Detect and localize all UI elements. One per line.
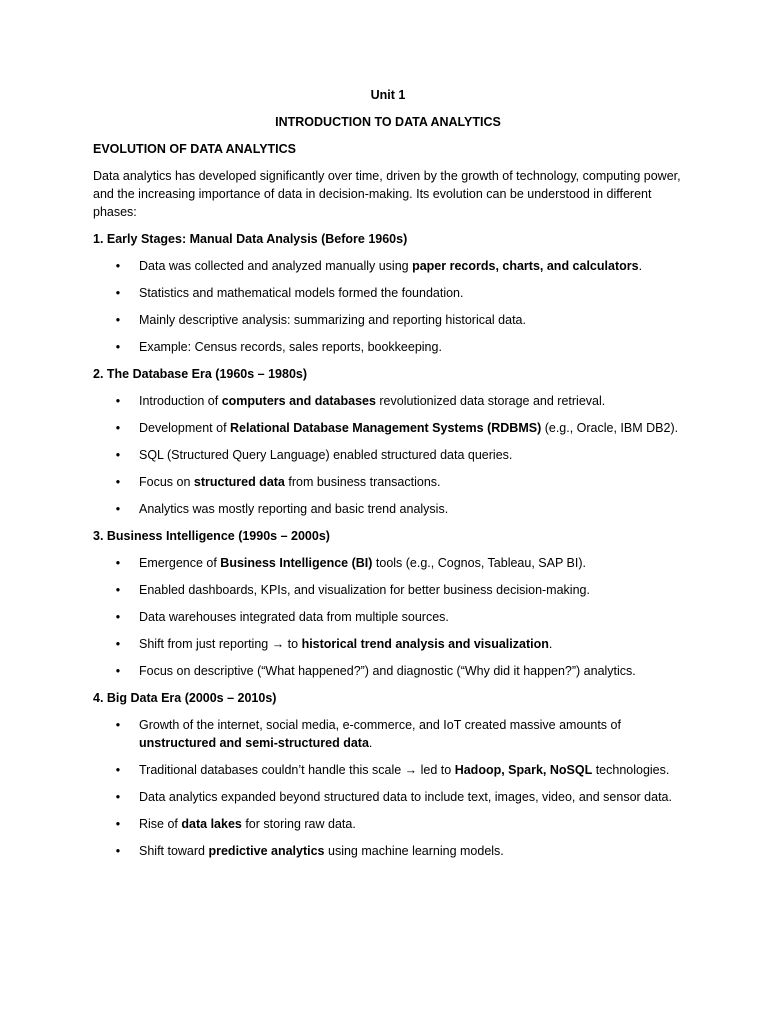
text-run: Focus on [139, 475, 194, 489]
text-run: (e.g., Oracle, IBM DB2). [541, 421, 679, 435]
bold-text: data lakes [181, 817, 242, 831]
bold-text: Relational Database Management Systems (RDBMS) [230, 421, 542, 435]
list-item [93, 788, 683, 806]
bullet-dot-icon: • [115, 610, 121, 624]
list-item-text [139, 763, 669, 777]
list-item [93, 842, 683, 860]
text-run: . [368, 736, 373, 750]
text-run: from business transactions. [284, 475, 441, 489]
bullet-dot-icon: • [115, 664, 121, 678]
bullet-dot-icon: • [115, 286, 121, 300]
text-run: Growth of the internet, social media, e-commerce, and IoT created massive amounts of [139, 718, 621, 732]
list-item-text [139, 790, 672, 804]
text-run: for storing raw data. [241, 817, 356, 831]
list-item-text [139, 583, 590, 597]
bullet-dot-icon: • [115, 583, 121, 597]
list-item-text [139, 502, 448, 516]
bullet-dot-icon: • [115, 790, 121, 804]
phase-heading: 4. Big Data Era (2000s – 2010s) [93, 691, 277, 705]
text-run: Introduction of [139, 394, 222, 408]
bold-text: computers and databases [221, 394, 376, 408]
list-item-text [139, 448, 512, 462]
text-run: Data warehouses integrated data from multiple sources. [139, 610, 449, 624]
list-item [93, 392, 683, 410]
bold-text: unstructured and semi-structured data [139, 736, 369, 750]
list-item-text [139, 313, 526, 327]
text-run: Mainly descriptive analysis: summarizing and reporting historical data. [139, 313, 526, 327]
phases-container [93, 230, 683, 860]
bullet-dot-icon: • [115, 340, 121, 354]
text-run: Example: Census records, sales reports, bookkeeping. [139, 340, 442, 354]
list-item-text [139, 718, 621, 750]
bold-text: historical trend analysis and visualization [301, 637, 549, 651]
list-item-text [139, 475, 441, 489]
text-run: Development of [139, 421, 231, 435]
bullet-dot-icon: • [115, 817, 121, 831]
text-run: . [638, 259, 643, 273]
text-run: Analytics was mostly reporting and basic trend analysis. [139, 502, 449, 516]
list-item [93, 284, 683, 302]
list-item [93, 635, 683, 653]
list-item-text [139, 664, 636, 678]
list-item-text [139, 637, 552, 651]
list-item-text [139, 610, 449, 624]
list-item-text [139, 394, 605, 408]
list-item [93, 662, 683, 680]
text-run: Emergence of [139, 556, 221, 570]
list-item [93, 815, 683, 833]
list-item [93, 473, 683, 491]
text-run: revolutionized data storage and retrieval. [375, 394, 606, 408]
text-run: Shift toward [139, 844, 209, 858]
list-item [93, 446, 683, 464]
section-heading: EVOLUTION OF DATA ANALYTICS [93, 142, 297, 156]
list-item [93, 554, 683, 572]
list-item-text [139, 817, 356, 831]
text-run: Shift from just reporting → to [139, 637, 302, 651]
bullet-dot-icon: • [115, 718, 121, 732]
bullet-dot-icon: • [115, 394, 121, 408]
bullet-dot-icon: • [115, 556, 121, 570]
bullet-dot-icon: • [115, 502, 121, 516]
document-title: INTRODUCTION TO DATA ANALYTICS [275, 115, 501, 129]
bold-text: structured data [193, 475, 285, 489]
list-item-text [139, 340, 442, 354]
bullet-dot-icon: • [115, 844, 121, 858]
phase-bullet-list [93, 392, 683, 518]
unit-label: Unit 1 [370, 88, 406, 102]
bold-text: Hadoop, Spark, NoSQL [454, 763, 593, 777]
list-item [93, 311, 683, 329]
phase-bullet-list [93, 257, 683, 356]
list-item [93, 761, 683, 779]
document-page [93, 86, 683, 869]
bullet-dot-icon: • [115, 448, 121, 462]
text-run: Enabled dashboards, KPIs, and visualization for better business decision-making. [139, 583, 590, 597]
text-run: technologies. [592, 763, 670, 777]
bold-text: Business Intelligence (BI) [220, 556, 373, 570]
text-run: using machine learning models. [324, 844, 504, 858]
text-run: Data analytics expanded beyond structured data to include text, images, video, and sensor data. [139, 790, 672, 804]
text-run: SQL (Structured Query Language) enabled structured data queries. [139, 448, 513, 462]
list-item [93, 257, 683, 275]
bold-text: paper records, charts, and calculators [412, 259, 639, 273]
bullet-dot-icon: • [115, 259, 121, 273]
list-item-text [139, 259, 642, 273]
phase-bullet-list [93, 716, 683, 860]
text-run: . [548, 637, 553, 651]
phase-heading: 3. Business Intelligence (1990s – 2000s) [93, 529, 330, 543]
list-item [93, 608, 683, 626]
list-item-text [139, 286, 463, 300]
list-item [93, 338, 683, 356]
phase-bullet-list [93, 554, 683, 680]
text-run: Data was collected and analyzed manually using [139, 259, 413, 273]
phase-heading: 1. Early Stages: Manual Data Analysis (Before 1960s) [93, 232, 408, 246]
list-item [93, 716, 683, 752]
bullet-dot-icon: • [115, 475, 121, 489]
bold-text: predictive analytics [208, 844, 325, 858]
list-item-text [139, 421, 678, 435]
list-item [93, 581, 683, 599]
list-item [93, 500, 683, 518]
bullet-dot-icon: • [115, 763, 121, 777]
bullet-dot-icon: • [115, 421, 121, 435]
phase-heading: 2. The Database Era (1960s – 1980s) [93, 367, 308, 381]
text-run: Rise of [139, 817, 182, 831]
text-run: Statistics and mathematical models formed the foundation. [139, 286, 464, 300]
bullet-dot-icon: • [115, 637, 121, 651]
list-item-text [139, 844, 504, 858]
bullet-dot-icon: • [115, 313, 121, 327]
intro-paragraph: Data analytics has developed significantly over time, driven by the growth of technology, computing power, and the increasing importance of data in decision-making. Its evolution can be understood in different phases: [93, 169, 681, 219]
text-run: tools (e.g., Cognos, Tableau, SAP BI). [372, 556, 586, 570]
list-item [93, 419, 683, 437]
text-run: Traditional databases couldn’t handle this scale → led to [139, 763, 455, 777]
text-run: Focus on descriptive (“What happened?”) and diagnostic (“Why did it happen?”) analytics. [139, 664, 636, 678]
list-item-text [139, 556, 586, 570]
